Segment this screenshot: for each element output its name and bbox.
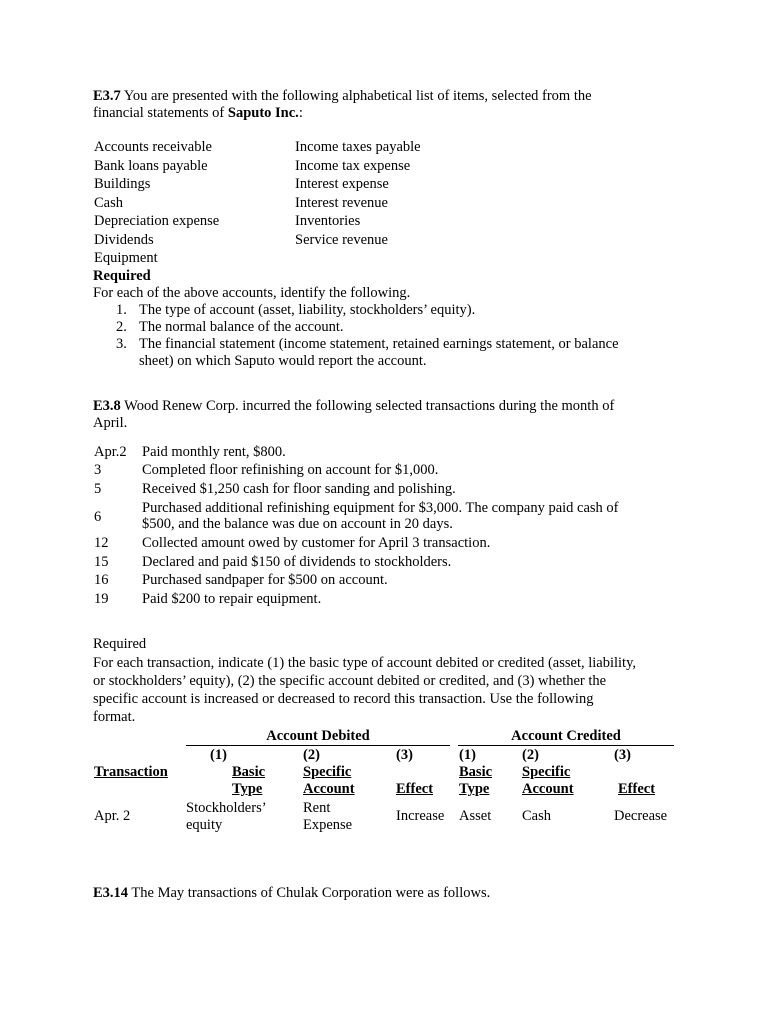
account-item: Dividends (94, 231, 154, 248)
transaction-text-cont: $500, and the balance was due on account in 20 days. (142, 516, 453, 532)
e314-label: E3.14 (93, 885, 129, 901)
row-debit-account: Rent (303, 800, 331, 816)
col-type: Type (232, 781, 263, 797)
transaction-text: Collected amount owed by customer for April 3 transaction. (142, 535, 491, 551)
item-text: The normal balance of the account. (139, 319, 344, 335)
account-item: Cash (94, 194, 123, 211)
transaction-row (94, 591, 321, 608)
transaction-row (94, 481, 456, 498)
transaction-date: 19 (94, 591, 109, 607)
account-item: Service revenue (295, 231, 388, 248)
account-item: Interest expense (295, 176, 389, 192)
transaction-row (94, 462, 438, 479)
account-item: Income tax expense (295, 157, 411, 174)
row-credit-type: Asset (459, 808, 492, 824)
col-specific: Specific (303, 764, 352, 780)
col-num: (2) (303, 747, 320, 763)
account-credited-header: Account Credited (511, 728, 621, 744)
debited-rule (186, 745, 450, 746)
col-effect: Effect (618, 781, 656, 797)
account-item: Buildings (94, 176, 151, 192)
account-list-right (295, 139, 421, 250)
transaction-row (94, 572, 388, 589)
col-basic: Basic (232, 764, 266, 780)
e38-required-line: For each transaction, indicate (1) the basic type of account debited or credited (asset, liability, (93, 655, 637, 671)
account-debited-header: Account Debited (266, 728, 370, 744)
row-transaction: Apr. 2 (94, 808, 131, 824)
col-basic: Basic (459, 764, 493, 780)
col-num: (3) (396, 747, 413, 763)
credited-rule (458, 745, 674, 746)
e38-intro-line1 (93, 398, 614, 415)
account-item: Accounts receivable (94, 139, 212, 155)
e38-required-line: or stockholders’ equity), (2) the specific account debited or credited, and (3) whether the (93, 673, 607, 689)
numbered-item-2 (116, 319, 344, 336)
transaction-date: Apr.2 (94, 444, 127, 460)
e37-intro-suffix: : (298, 105, 303, 121)
row-credit-effect: Decrease (614, 808, 668, 824)
transaction-text: Declared and paid $150 of dividends to stockholders. (142, 554, 452, 570)
transaction-date: 15 (94, 554, 109, 570)
transaction-date: 5 (94, 481, 102, 497)
col-account: Account (303, 781, 355, 797)
transaction-row (94, 444, 286, 461)
e37-label: E3.7 (93, 88, 121, 104)
row-debit-type-cont: equity (186, 817, 223, 833)
col-effect: Effect (396, 781, 434, 797)
transaction-row (94, 535, 490, 552)
transaction-header: Transaction (94, 764, 168, 780)
transaction-date: 16 (94, 572, 109, 588)
account-list-left (94, 139, 219, 269)
e37-intro-text: You are presented with the following alphabetical list of items, selected from the (123, 88, 592, 104)
transaction-date: 3 (94, 462, 102, 478)
transaction-text: Paid $200 to repair equipment. (142, 591, 322, 607)
account-item: Interest revenue (295, 194, 388, 211)
account-item: Equipment (94, 250, 158, 266)
transaction-date: 6 (94, 509, 102, 525)
transaction-text: Purchased sandpaper for $500 on account. (142, 572, 388, 588)
col-num: (2) (522, 747, 539, 763)
col-type: Type (459, 781, 490, 797)
numbered-item-3 (116, 336, 619, 353)
col-num: (1) (210, 747, 227, 763)
col-num: (3) (614, 747, 631, 763)
row-debit-effect: Increase (396, 808, 445, 824)
transaction-text: Received $1,250 cash for floor sanding and polishing. (142, 481, 456, 497)
item-number: 3. (116, 336, 127, 352)
col-account: Account (522, 781, 574, 797)
transaction-date: 12 (94, 535, 109, 551)
row-credit-account: Cash (522, 808, 551, 824)
e38-intro-text: Wood Renew Corp. incurred the following selected transactions during the month of (124, 398, 615, 414)
col-num: (1) (459, 747, 476, 763)
e37-required-intro: For each of the above accounts, identify the following. (93, 285, 411, 301)
item-number: 2. (116, 319, 127, 335)
e314-text: The May transactions of Chulak Corporation were as follows. (131, 885, 491, 901)
e38-required-heading: Required (93, 636, 147, 652)
transaction-text: Paid monthly rent, $800. (142, 444, 286, 460)
col-specific: Specific (522, 764, 571, 780)
transaction-text: Purchased additional refinishing equipment for $3,000. The company paid cash of (142, 500, 619, 516)
transaction-text: Completed floor refinishing on account for $1,000. (142, 462, 439, 478)
e314-line (93, 885, 490, 902)
item-number: 1. (116, 302, 127, 318)
company-name: Saputo Inc. (227, 105, 299, 121)
e37-required-heading: Required (93, 268, 151, 284)
numbered-item-1 (116, 302, 475, 319)
item-text: The type of account (asset, liability, stockholders’ equity). (139, 302, 476, 318)
e37-intro-line2 (93, 105, 303, 122)
account-item: Income taxes payable (295, 139, 421, 155)
item-text: The financial statement (income statement, retained earnings statement, or balance (139, 336, 619, 352)
e37-intro-line1 (93, 88, 592, 105)
e38-intro-line2: April. (93, 415, 128, 431)
e37-intro-prefix: financial statements of (93, 105, 225, 121)
e38-required-line: format. (93, 709, 136, 725)
e38-label: E3.8 (93, 398, 121, 414)
e38-required-line: specific account is increased or decreased to record this transaction. Use the following (93, 691, 594, 707)
account-item: Depreciation expense (94, 213, 220, 229)
row-debit-account-cont: Expense (303, 817, 353, 833)
account-item: Bank loans payable (94, 157, 208, 174)
row-debit-type: Stockholders’ (186, 800, 267, 816)
numbered-item-3-cont: sheet) on which Saputo would report the account. (139, 353, 427, 369)
account-item: Inventories (295, 213, 361, 229)
transaction-row (94, 554, 451, 571)
